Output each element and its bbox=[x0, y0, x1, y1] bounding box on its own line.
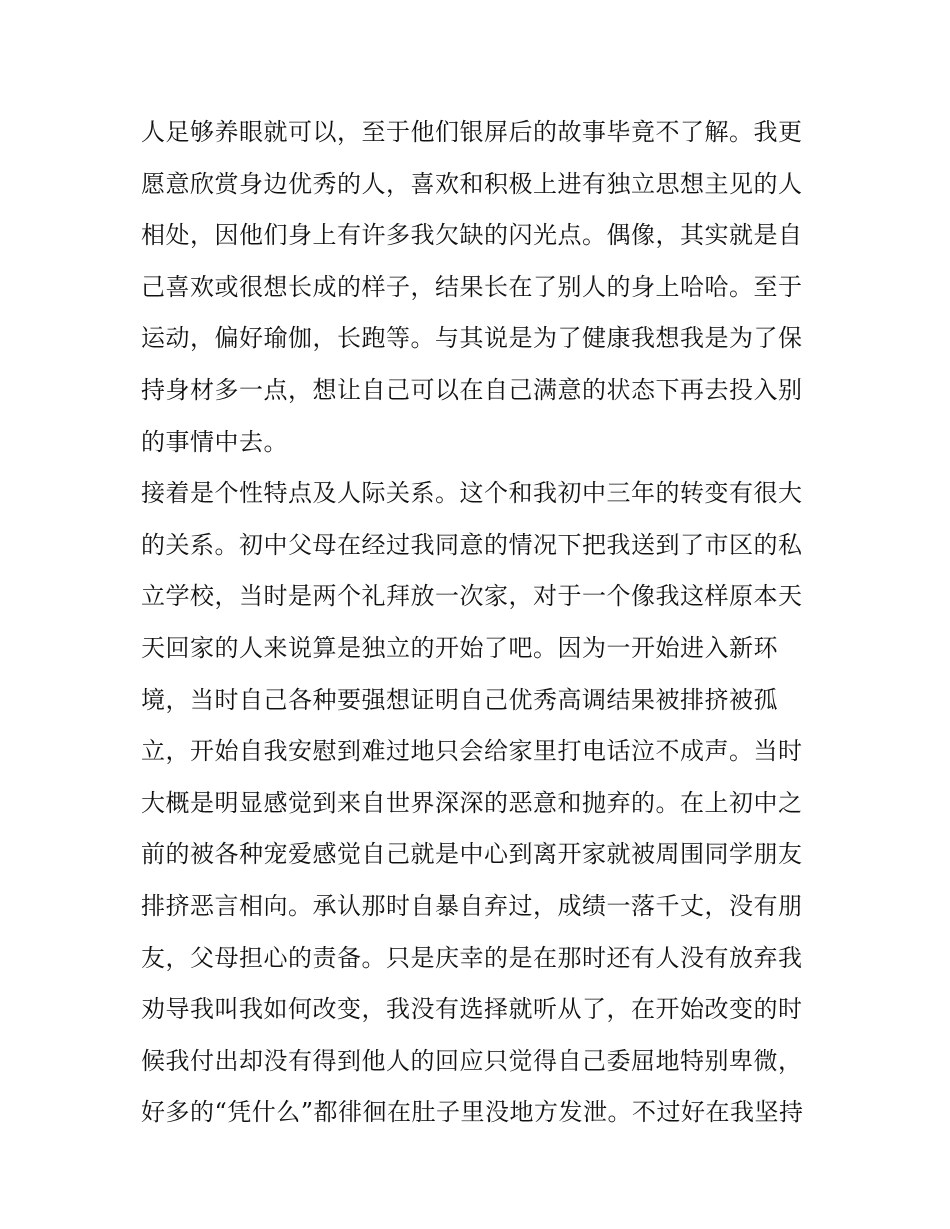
text-line: 己喜欢或很想长成的样子，结果长在了别人的身上哈哈。至于 bbox=[141, 272, 803, 301]
text-line: 人足够养眼就可以，至于他们银屏后的故事毕竟不了解。我更 bbox=[141, 118, 803, 146]
text-line: 排挤恶言相向。承认那时自暴自弃过，成绩一落千丈，没有朋 bbox=[141, 891, 803, 920]
text-line: 前的被各种宠爱感觉自己就是中心到离开家就被周围同学朋友 bbox=[141, 840, 803, 869]
text-line: 运动，偏好瑜伽，长跑等。与其说是为了健康我想我是为了保 bbox=[141, 324, 803, 353]
text-line: 境，当时自己各种要强想证明自己优秀高调结果被排挤被孤 bbox=[141, 685, 778, 714]
text-line: 的关系。初中父母在经过我同意的情况下把我送到了市区的私 bbox=[141, 530, 803, 559]
text-line: 愿意欣赏身边优秀的人，喜欢和积极上进有独立思想主见的人 bbox=[141, 169, 803, 198]
text-line: 天回家的人来说算是独立的开始了吧。因为一开始进入新环 bbox=[141, 633, 778, 662]
text-line: 的事情中去。 bbox=[141, 427, 288, 456]
text-line: 劝导我叫我如何改变，我没有选择就听从了，在开始改变的时 bbox=[141, 995, 803, 1024]
text-line: 立，开始自我安慰到难过地只会给家里打电话泣不成声。当时 bbox=[141, 737, 803, 766]
text-line: 相处，因他们身上有许多我欠缺的闪光点。偶像，其实就是自 bbox=[141, 221, 803, 250]
text-line: 持身材多一点，想让自己可以在自己满意的状态下再去投入别 bbox=[141, 375, 803, 404]
text-line: 候我付出却没有得到他人的回应只觉得自己委屈地特别卑微， bbox=[141, 1046, 803, 1075]
text-line: 友，父母担心的责备。只是庆幸的是在那时还有人没有放弃我 bbox=[141, 943, 803, 972]
text-line: 好多的“凭什么”都徘徊在肚子里没地方发泄。不过好在我坚持 bbox=[141, 1098, 804, 1127]
body-text bbox=[141, 112, 821, 1144]
text-line: 立学校，当时是两个礼拜放一次家，对于一个像我这样原本天 bbox=[141, 582, 803, 611]
text-line: 大概是明显感觉到来自世界深深的恶意和抛弃的。在上初中之 bbox=[141, 788, 803, 817]
text-line: 接着是个性特点及人际关系。这个和我初中三年的转变有很大 bbox=[141, 479, 803, 508]
